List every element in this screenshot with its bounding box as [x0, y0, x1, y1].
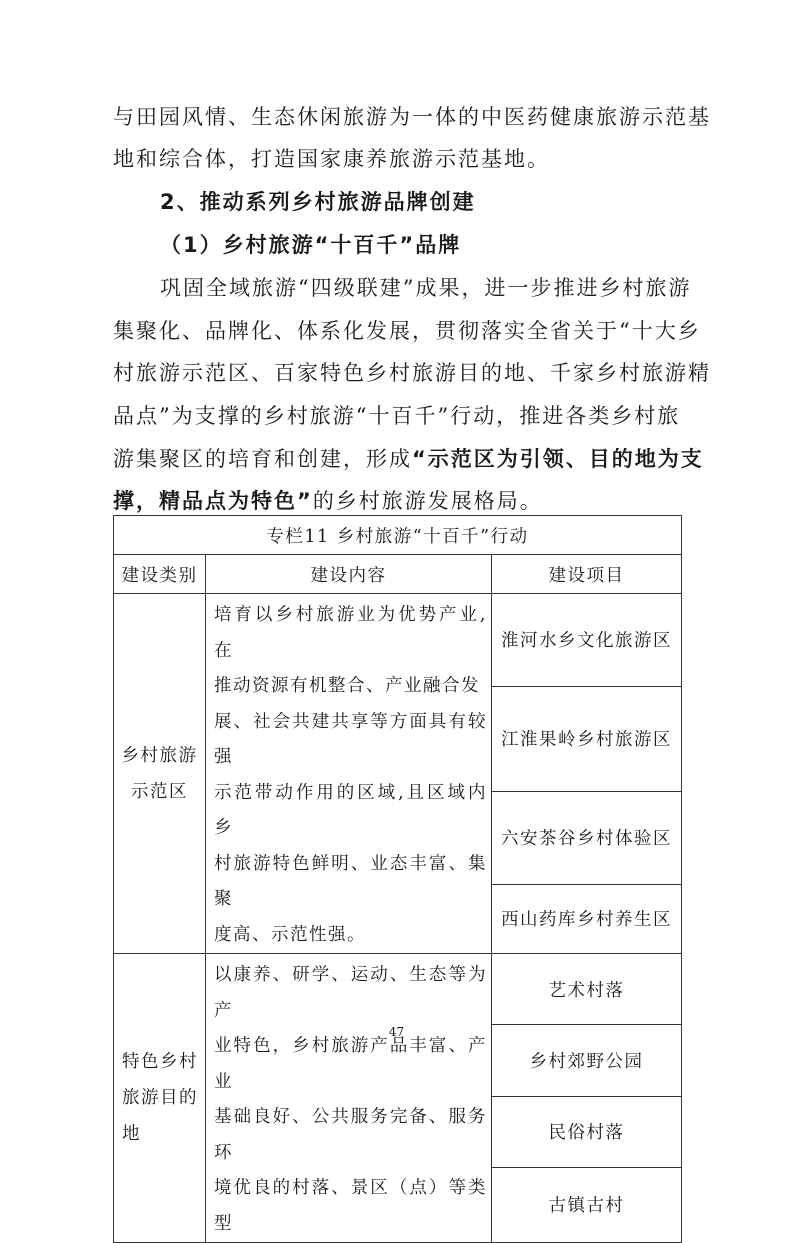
- content-cell: [206, 594, 492, 954]
- column-header-projects: 建设项目: [492, 555, 682, 594]
- paragraph-line: [113, 485, 543, 515]
- content-line: 基础良好、公共服务完备、服务环: [214, 1107, 487, 1163]
- column-header-content: 建设内容: [206, 555, 492, 594]
- content-line: 培育以乡村旅游业为优势产业,在: [214, 605, 487, 661]
- category-line: 乡村旅游: [121, 745, 198, 766]
- content-line: 业特色，乡村旅游产品丰富、产业: [214, 1036, 487, 1092]
- project-cell: 乡村郊野公园: [492, 1025, 682, 1096]
- content-line: 示范带动作用的区域,且区域内乡: [214, 782, 487, 838]
- category-line: 特色乡村: [122, 1052, 198, 1072]
- category-cell: [114, 954, 206, 1243]
- content-line: 展、社会共建共享等方面具有较强: [214, 711, 487, 767]
- page-number: 47: [388, 1025, 405, 1039]
- content-cell: [206, 954, 492, 1243]
- category-line: 示范区: [131, 781, 188, 802]
- project-cell: 西山药库乡村养生区: [492, 884, 682, 953]
- project-cell: 江淮果岭乡村旅游区: [492, 686, 682, 792]
- content-line: 村旅游特色鲜明、业态丰富、集聚: [214, 853, 487, 909]
- paragraph-line: 村旅游示范区、百家特色乡村旅游目的地、千家乡村旅游精: [113, 361, 711, 385]
- info-box-table: [113, 515, 682, 1243]
- project-cell: 民俗村落: [492, 1096, 682, 1167]
- table-caption: 专栏11 乡村旅游“十百千”行动: [114, 516, 682, 555]
- content-line: 境优良的村落、景区（点）等类型: [214, 1178, 487, 1234]
- paragraph-line: 集聚化、品牌化、体系化发展，贯彻落实全省关于“十大乡: [113, 319, 701, 343]
- paragraph-line: 与田园风情、生态休闲旅游为一体的中医药健康旅游示范基: [113, 105, 711, 129]
- plain-text: 的乡村旅游发展格局。: [312, 489, 543, 513]
- category-line: 地: [122, 1124, 141, 1144]
- emphasis-text: “示范区为引领、目的地为支: [412, 447, 704, 471]
- project-cell: 六安茶谷乡村体验区: [492, 792, 682, 885]
- content-line: 推动资源有机整合、产业融合发: [214, 676, 480, 696]
- column-header-category: 建设类别: [114, 555, 206, 594]
- paragraph-line: [113, 443, 704, 473]
- plain-text: 游集聚区的培育和创建，形成: [113, 447, 412, 471]
- content-line: 以康养、研学、运动、生态等为产: [214, 965, 487, 1021]
- paragraph-line: 地和综合体，打造国家康养旅游示范基地。: [113, 147, 550, 171]
- category-cell: [114, 594, 206, 954]
- category-line: 旅游目的: [122, 1088, 198, 1108]
- section-heading: 2、推动系列乡村旅游品牌创建: [160, 190, 476, 214]
- project-cell: 淮河水乡文化旅游区: [492, 594, 682, 687]
- emphasis-text: 撑，精品点为特色”: [113, 489, 313, 513]
- subsection-heading: （1）乡村旅游“十百千”品牌: [160, 233, 462, 257]
- content-line: 度高、示范性强。: [214, 924, 366, 945]
- paragraph-line: 巩固全域旅游“四级联建”成果，进一步推进乡村旅游: [160, 276, 692, 300]
- paragraph-line: 品点”为支撑的乡村旅游“十百千”行动，推进各类乡村旅: [113, 404, 681, 428]
- project-cell: 艺术村落: [492, 954, 682, 1025]
- project-cell: 古镇古村: [492, 1167, 682, 1242]
